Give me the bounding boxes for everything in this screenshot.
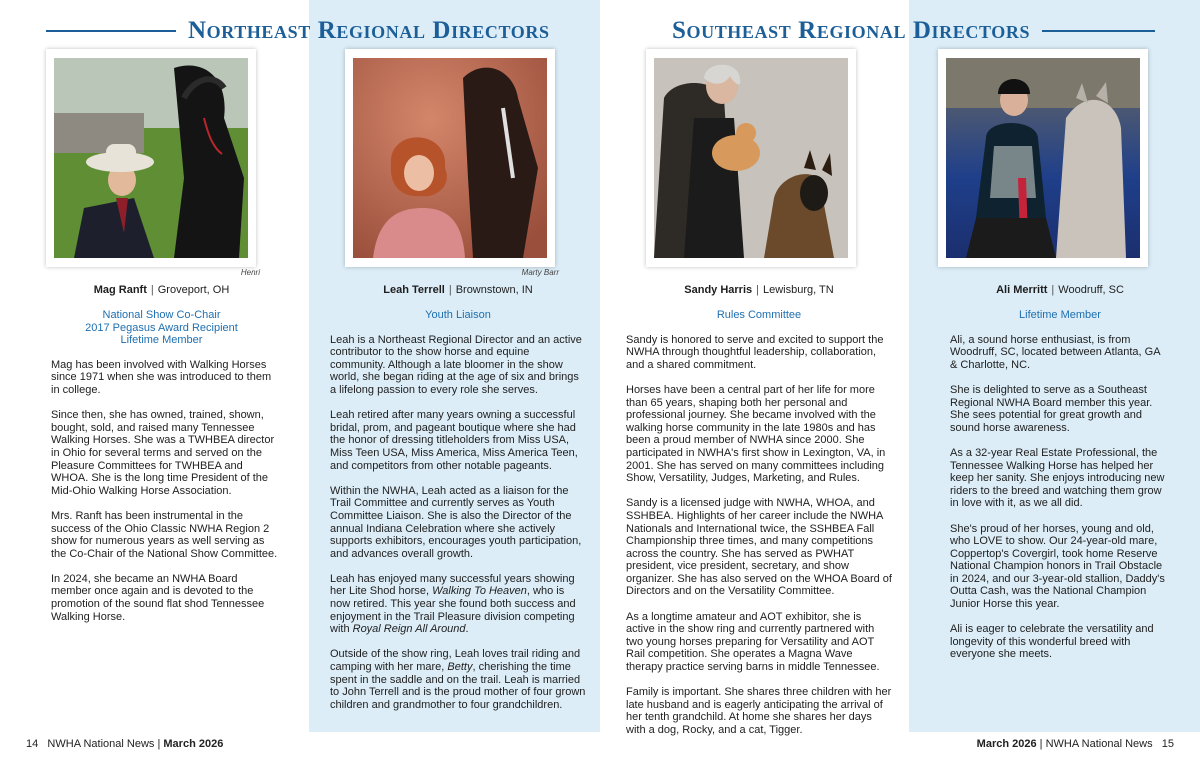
role-line: Youth Liaison xyxy=(425,309,491,321)
bio-paragraph: Mag has been involved with Walking Horses since 1971 when she was introduced to them in college. xyxy=(51,358,272,396)
page-number-right: 15 xyxy=(1161,738,1174,750)
photo-rider-grey-horse-icon xyxy=(946,58,1140,258)
footer-right xyxy=(977,738,1174,750)
footer-separator: | xyxy=(157,738,164,750)
northeast-title: Northeast Regional Directors xyxy=(188,17,550,44)
role-line: National Show Co-Chair xyxy=(102,309,221,321)
director-name-heading xyxy=(45,284,278,300)
director-location: Lewisburg, TN xyxy=(763,284,834,296)
left-section-header xyxy=(46,14,600,48)
director-bio xyxy=(950,334,1170,661)
name-separator: | xyxy=(756,284,759,296)
photo-1-illustration xyxy=(54,58,248,258)
role-line: Lifetime Member xyxy=(1019,309,1101,321)
bio-paragraph: She's proud of her horses, young and old, who LOVE to show. Our 24-year-old mare, Coppertop's Covergirl, took home Reserve National Champion honors in Trail Obstacle in 2024, and our 3-year-old stallion, Daddy's Outta Cash, was the National Champion Junior Horse this year. xyxy=(950,522,1165,611)
bio-paragraph: Family is important. She shares three children with her late husband and is eagerly anticipating the arrival of her tenth grandchild. At home she shares her days with a dog, Rocky, and a cat, Tigger. xyxy=(626,686,892,736)
role-line: Rules Committee xyxy=(716,309,802,321)
bio-paragraph: Sandy is a licensed judge with NWHA, WHOA, and SSHBEA. Highlights of her career include the NWHA Nationals and International twice, the SSHBEA Fall Championship three times, and many competitions across the country. She has served as PWHAT president, vice president, secretary, and show organizer. She has also served on the WHOA Board of Directors and on the Versatility Committee. xyxy=(626,497,892,598)
director-roles xyxy=(45,309,278,347)
photo-3-illustration xyxy=(654,58,848,258)
director-name: Ali Merritt xyxy=(996,284,1048,296)
bio-paragraph: As a longtime amateur and AOT exhibitor, she is active in the show ring and currently partnered with two young horses preparing for Versatility and AOT Rail competition. She operates a Magna Wave therapy practice serving barns in middle Tennessee. xyxy=(626,610,880,674)
photo-woman-dark-horse-icon xyxy=(353,58,547,258)
page-number-left: 14 xyxy=(26,738,39,750)
photo-credit-1: Henri xyxy=(240,268,260,277)
director-name: Leah Terrell xyxy=(383,284,445,296)
bio-paragraph: Leah has enjoyed many successful years showing her Lite Shod horse, Walking To Heaven, who is now retired. This year she found both success and enjoyment in the Trail Pleasure division competing with Royal Reign All Around. xyxy=(330,572,576,636)
director-bio xyxy=(330,334,586,712)
name-separator: | xyxy=(1051,284,1055,296)
name-separator: | xyxy=(448,284,452,296)
director-photo-frame-3 xyxy=(646,49,856,267)
southeast-title: Southeast Regional Directors xyxy=(672,17,1031,44)
director-name-heading xyxy=(330,284,586,300)
bio-paragraph: Sandy is honored to serve and excited to support the NWHA through thoughtful leadership, collaboration, and a shared commitment. xyxy=(626,333,884,371)
bio-paragraph: She is delighted to serve as a Southeast Regional NWHA Board member this year. She sees potential for great growth and sound horse awareness. xyxy=(950,383,1153,434)
issue-date-left: March 2026 xyxy=(163,738,224,750)
photo-2-illustration xyxy=(353,58,547,258)
header-rule-left xyxy=(46,30,176,32)
photo-credit-2: Marty Barr xyxy=(521,268,559,277)
role-line: 2017 Pegasus Award Recipient xyxy=(85,321,238,334)
photo-woman-cat-dog-icon xyxy=(654,58,848,258)
bio-paragraph: Ali is eager to celebrate the versatility and longevity of this wonderful breed with everyone she meets. xyxy=(950,623,1154,661)
horse-name: Betty xyxy=(447,661,473,674)
right-section-header xyxy=(660,14,1155,48)
director-location: Woodruff, SC xyxy=(1058,284,1124,296)
role-line: Lifetime Member xyxy=(120,334,203,347)
bio-paragraph: Horses have been a central part of her life for more than 65 years, shaping both her personal and professional journey. She became involved with the walking horse community in the late 1980s and has been a proud member of NWHA since 2000. She participated in NWHA's first show in Lexington, VA, in 2001. She has served on many committees including Show, Versatility, Judges, Marketing, and Rules. xyxy=(626,383,886,485)
director-photo-frame-2 xyxy=(345,49,555,267)
director-roles xyxy=(330,309,586,322)
photo-woman-black-horse-icon xyxy=(54,58,248,258)
director-bio xyxy=(626,334,892,737)
publication-name-right: NWHA National News xyxy=(1045,738,1153,750)
header-rule-right xyxy=(1042,30,1155,32)
footer-left xyxy=(26,738,223,750)
director-name: Mag Ranft xyxy=(93,284,147,296)
bio-paragraph: Since then, she has owned, trained, shown, bought, sold, and raised many Tennessee Walking Horses. She was a TWHBEA director in Ohio for several terms and served on the Pleasure Committees for TWHBEA and WHOA. She is the long time President of the Mid-Ohio Walking Horse Association. xyxy=(51,409,275,497)
director-location: Groveport, OH xyxy=(157,284,230,296)
horse-name: Royal Reign All Around xyxy=(352,623,466,636)
director-location: Brownstown, IN xyxy=(455,284,533,296)
director-bio xyxy=(45,359,278,623)
director-roles xyxy=(626,309,892,322)
footer-separator: | xyxy=(1039,738,1046,750)
photo-4-illustration xyxy=(946,58,1140,258)
director-photo-frame-1 xyxy=(46,49,256,267)
issue-date-right: March 2026 xyxy=(976,738,1037,750)
director-name-heading xyxy=(950,284,1170,300)
bio-paragraph: Leah is a Northeast Regional Director and an active contributor to the show horse and equine community. Although a late bloomer in the show world, she began riding at the age of six and brings a lifelong passion to every role she serves. xyxy=(330,333,582,396)
director-name: Sandy Harris xyxy=(684,284,753,296)
director-column-3 xyxy=(626,284,892,749)
bio-paragraph: Outside of the show ring, Leah loves trail riding and camping with her mare, Betty, cherishing the time spent in the saddle and on the trail. Leah is married to John Terrell and is the proud mother of four grown children and grandmother to four grandchildren. xyxy=(330,648,586,711)
bio-paragraph: Mrs. Ranft has been instrumental in the success of the Ohio Classic NWHA Region 2 show for numerous years as well serving as the Co-Chair of the National Show Committee. xyxy=(51,509,278,560)
bio-paragraph: In 2024, she became an NWHA Board member once again and is devoted to the promotion of the sound flat shod Tennessee Walking Horse. xyxy=(51,572,265,623)
publication-name-left: NWHA National News xyxy=(47,738,155,750)
director-column-4 xyxy=(950,284,1170,674)
horse-name: Walking To Heaven xyxy=(432,585,527,598)
director-roles xyxy=(950,309,1170,322)
name-separator: | xyxy=(150,284,154,296)
director-column-2 xyxy=(330,284,586,724)
bio-paragraph: Within the NWHA, Leah acted as a liaison for the Trail Committee and currently serves as Youth Committee Liaison. She is also the Director of the annual Indiana Celebration where she actively supports exhibitors, encourages youth participation, and advances overall growth. xyxy=(330,484,582,560)
director-column-1 xyxy=(45,284,278,636)
bio-paragraph: Ali, a sound horse enthusiast, is from Woodruff, SC, located between Atlanta, GA & Charlotte, NC. xyxy=(950,333,1160,371)
bio-paragraph: Leah retired after many years owning a successful bridal, prom, and pageant boutique where she had the honor of dressing titleholders from Miss USA, Miss Teen USA, Miss America, Miss America Teen, and competitors from other notable pageants. xyxy=(330,409,578,472)
director-name-heading xyxy=(626,284,892,300)
director-photo-frame-4 xyxy=(938,49,1148,267)
bio-paragraph: As a 32-year Real Estate Professional, the Tennessee Walking Horse has helped her keep her sanity. She enjoys introducing new riders to the breed and watching them grow in love with it, as we all did. xyxy=(950,446,1165,510)
